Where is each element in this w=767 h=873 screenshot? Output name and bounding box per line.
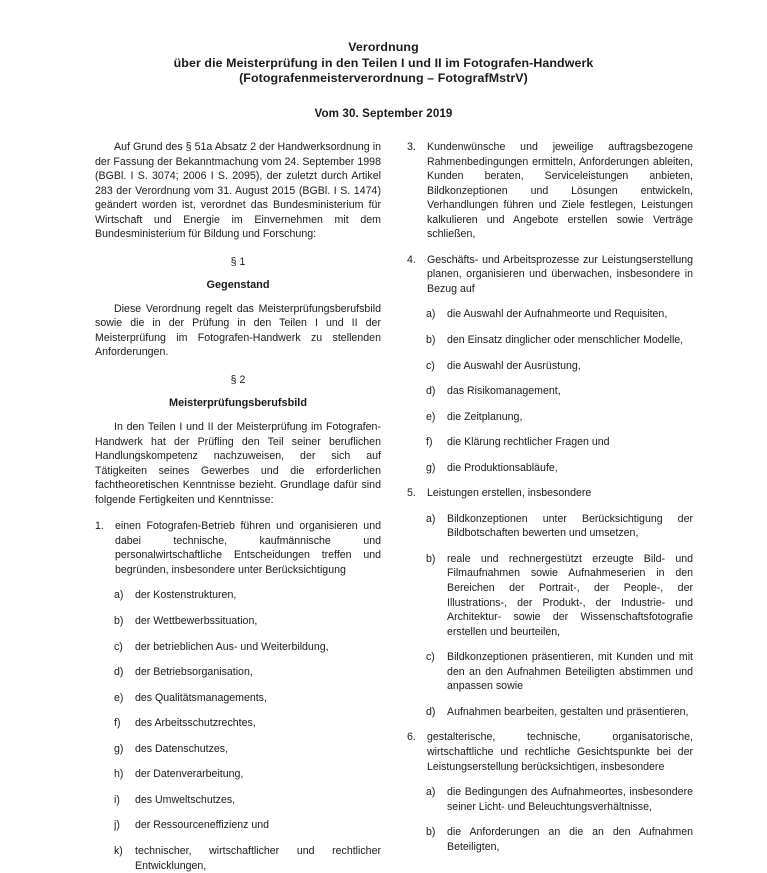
list-item (426, 552, 693, 639)
list-item (426, 512, 693, 541)
sub-item-marker: d) (114, 666, 124, 679)
document-title-main: Verordnung (348, 40, 419, 54)
list-item-6 (407, 730, 693, 774)
sub-item-marker: c) (426, 359, 435, 372)
list-item-5 (407, 486, 693, 501)
list-item-6-marker: 6. (407, 731, 416, 744)
sub-item-text: der Wettbewerbssituation, (135, 615, 258, 628)
list-item (426, 825, 693, 854)
sub-item-marker: i) (114, 793, 120, 806)
sub-item-text: des Qualitätsmanagements, (135, 691, 267, 704)
list-item (114, 793, 381, 808)
sub-item-marker: c) (114, 640, 123, 653)
list-item (114, 614, 381, 629)
list-item (426, 650, 693, 694)
list-item (426, 384, 693, 399)
section-2-heading: Meisterprüfungsberufsbild (169, 397, 307, 410)
sub-item-marker: b) (426, 826, 436, 839)
sub-item-text: der Betriebsorganisation, (135, 666, 253, 679)
list-item (426, 359, 693, 374)
list-item (114, 844, 381, 873)
sub-item-marker: a) (426, 512, 436, 525)
right-column (407, 140, 693, 853)
sub-item-marker: c) (426, 651, 435, 664)
list-item (114, 691, 381, 706)
list-item-1-marker: 1. (95, 520, 104, 533)
sub-item-text: der Ressourceneffizienz und (135, 819, 270, 832)
sub-item-marker: a) (114, 589, 124, 602)
sub-item-text: die Klärung rechtlicher Fragen und (447, 436, 610, 449)
list-item (426, 333, 693, 348)
sub-item-marker: f) (114, 717, 121, 730)
sub-item-text: das Risikomanagement, (447, 385, 561, 398)
list-item-5-text: Leistungen erstellen, insbesondere (427, 487, 592, 500)
sub-item-marker: d) (426, 385, 436, 398)
sub-item-marker: a) (426, 308, 436, 321)
sub-item-marker: d) (426, 705, 436, 718)
list-item (114, 588, 381, 603)
sub-item-marker: h) (114, 768, 124, 781)
sub-item-text: die Produktionsabläufe, (447, 461, 558, 474)
sub-item-text: der Datenverarbeitung, (135, 768, 244, 781)
sub-item-marker: b) (426, 552, 436, 565)
list-item-3 (407, 140, 693, 242)
sub-item-text: die Zeitplanung, (447, 410, 523, 423)
list-item-4 (407, 253, 693, 297)
list-item-6-text: gestalterische, technische, organisatorische, wirtschaftliche und rechtliche Gesichtspunkte bei der Leistungserstellung berücksichtigen, insbesondere (427, 731, 693, 773)
left-column (95, 140, 381, 872)
list-item (426, 705, 693, 720)
list-item-1-subitems (95, 588, 381, 873)
section-2-intro: In den Teilen I und II der Meisterprüfung im Fotografen-Handwerk hat der Prüfling den Teil seiner beruflichen Handlungskompetenz nachzuweisen, der sich auf Tätigkeiten seines Gewerbes und die erforderlichen fachtheoretischen Kenntnisse bezieht. Grundlage dafür sind folgende Fertigkeiten und Kenntnisse: (95, 421, 381, 506)
document-date-line: Vom 30. September 2019 (314, 106, 453, 120)
list-item-4-marker: 4. (407, 253, 416, 266)
list-item-1-text: einen Fotografen-Betrieb führen und organisieren und dabei technische, kaufmännische und personalwirtschaftliche Entscheidungen treffen und begründen, insbesondere unter Berücksichtigung (115, 520, 381, 576)
sub-item-text: des Datenschutzes, (135, 742, 229, 755)
sub-item-text: reale und rechnergestützt erzeugte Bild- und Filmaufnahmen sowie Aufnahmeserien in den Bereichen der Portrait-, der People-, der Illustrations-, der Produkt-, der Industrie- und Architektur- sowie der Wissenschaftsfotografie erstellen und beurteilen, (447, 552, 693, 638)
sub-item-text: des Umweltschutzes, (135, 793, 236, 806)
list-item (114, 742, 381, 757)
sub-item-text: Bildkonzeptionen unter Berücksichtigung der Bildbotschaften bewerten und umsetzen, (447, 512, 693, 540)
sub-item-marker: b) (426, 334, 436, 347)
list-item (426, 785, 693, 814)
list-item (114, 818, 381, 833)
sub-item-marker: k) (114, 844, 123, 857)
sub-item-marker: a) (426, 786, 436, 799)
list-item-1 (95, 519, 381, 577)
sub-item-text: die Auswahl der Ausrüstung, (447, 359, 581, 372)
sub-item-text: den Einsatz dinglicher oder menschlicher Modelle, (447, 334, 684, 347)
list-item (426, 410, 693, 425)
sub-item-text: des Arbeitsschutzrechtes, (135, 717, 256, 730)
sub-item-marker: e) (426, 410, 436, 423)
list-item-5-subitems (407, 512, 693, 720)
list-item (114, 716, 381, 731)
sub-item-text: technischer, wirtschaftlicher und rechtlicher Entwicklungen, (135, 844, 381, 872)
sub-item-text: die Bedingungen des Aufnahmeortes, insbesondere seiner Licht- und Beleuchtungsverhältnisse, (447, 786, 693, 813)
sub-item-marker: e) (114, 691, 124, 704)
document-header (0, 0, 767, 120)
sub-item-text: der Kostenstrukturen, (135, 589, 237, 602)
section-1-number: § 1 (230, 255, 246, 268)
sub-item-marker: b) (114, 615, 124, 628)
sub-item-text: die Auswahl der Aufnahmeorte und Requisiten, (447, 308, 668, 321)
list-item (426, 435, 693, 450)
section-1-body: Diese Verordnung regelt das Meisterprüfungsberufsbild sowie die in der Prüfung in den Teilen I und II der Meisterprüfung im Fotografen-Handwerk zu stellenden Anforderungen. (95, 302, 381, 359)
list-item-3-text: Kundenwünsche und jeweilige auftragsbezogene Rahmenbedingungen ermitteln, Anforderungen ableiten, Kunden beraten, Serviceleistungen anbieten, Bildkonzeptionen und Lösungen entwickeln, Verhandlungen führen und Ziele festlegen, Leistungen kalkulieren und Angebote erstellen sowie Verträge schließen, (427, 141, 693, 241)
sub-item-marker: j) (114, 819, 120, 832)
list-item-5-marker: 5. (407, 487, 416, 500)
list-item (114, 767, 381, 782)
sub-item-text: Aufnahmen bearbeiten, gestalten und präsentieren, (447, 705, 689, 718)
list-item (426, 307, 693, 322)
body-columns (0, 140, 767, 872)
preamble-paragraph: Auf Grund des § 51a Absatz 2 der Handwerksordnung in der Fassung der Bekanntmachung vom 24. September 1998 (BGBl. I S. 3074; 2006 I S. 2095), der zuletzt durch Artikel 283 der Verordnung vom 31. August 2015 (BGBl. I S. 1474) geändert worden ist, verordnet das Bundesministerium für Wirtschaft und Energie im Einvernehmen mit dem Bundesministerium für Bildung und Forschung: (95, 141, 381, 241)
sub-item-text: Bildkonzeptionen präsentieren, mit Kunden und mit den an den Aufnahmen Beteiligten abstimmen und anpassen sowie (447, 651, 693, 693)
document-title-shortname: (Fotografenmeisterverordnung – FotografMstrV) (239, 71, 528, 85)
list-item-3-marker: 3. (407, 141, 416, 153)
sub-item-marker: g) (426, 461, 436, 474)
list-item (114, 640, 381, 655)
section-1-heading: Gegenstand (206, 278, 270, 291)
document-title-subtitle: über die Meisterprüfung in den Teilen I und II im Fotografen-Handwerk (173, 55, 594, 70)
list-item-6-subitems (407, 785, 693, 854)
list-item (114, 665, 381, 680)
list-item-4-subitems (407, 307, 693, 475)
list-item-4-text: Geschäfts- und Arbeitsprozesse zur Leistungserstellung planen, organisieren und überwachen, insbesondere in Bezug auf (427, 253, 693, 295)
sub-item-text: die Anforderungen an die an den Aufnahmen Beteiligten, (447, 826, 693, 853)
list-item (426, 461, 693, 476)
section-2-number: § 2 (230, 374, 246, 387)
sub-item-text: der betrieblichen Aus- und Weiterbildung, (135, 640, 329, 653)
sub-item-marker: f) (426, 436, 433, 449)
sub-item-marker: g) (114, 742, 124, 755)
